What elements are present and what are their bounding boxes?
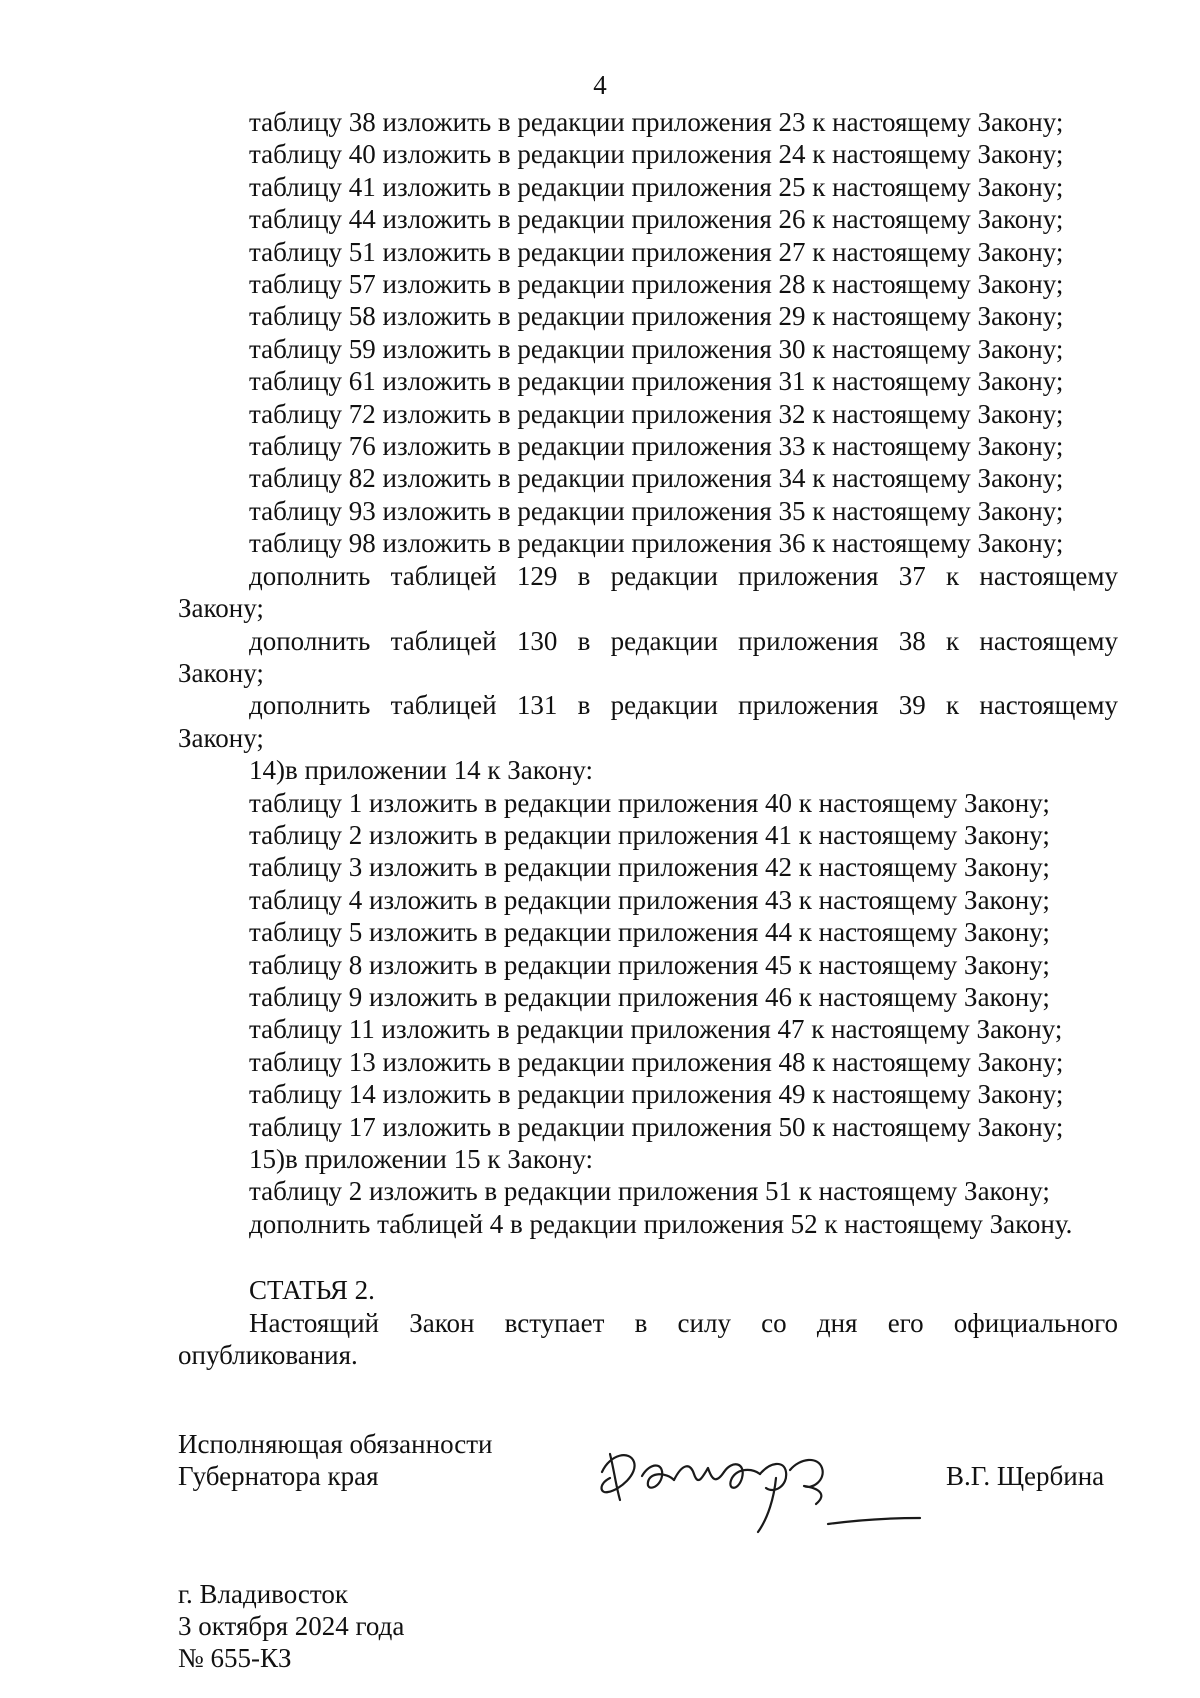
item-15-heading: 15)в приложении 15 к Закону: xyxy=(249,1144,594,1174)
handwritten-signature xyxy=(590,1432,930,1542)
supplement-line: дополнить таблицей 131 в редакции приложения 39 к настоящему xyxy=(249,690,1118,721)
amendment-line: таблицу 72 изложить в редакции приложения 32 к настоящему Закону; xyxy=(249,398,1064,429)
supplement-paragraph xyxy=(178,625,1118,690)
amendment-line: таблицу 8 изложить в редакции приложения 45 к настоящему Закону; xyxy=(249,949,1050,980)
document-footer xyxy=(178,1578,404,1674)
table-amendments-list-3 xyxy=(178,1175,1118,1240)
place-of-signing: г. Владивосток xyxy=(178,1579,348,1609)
amendment-line: таблицу 61 изложить в редакции приложения 31 к настоящему Закону; xyxy=(249,366,1064,397)
amendment-line: таблицу 82 изложить в редакции приложения 34 к настоящему Закону; xyxy=(249,463,1064,494)
amendment-line: таблицу 38 изложить в редакции приложения 23 к настоящему Закону; xyxy=(249,107,1064,137)
amendment-line: таблицу 51 изложить в редакции приложения 27 к настоящему Закону; xyxy=(249,236,1064,267)
amendment-line: таблицу 5 изложить в редакции приложения 44 к настоящему Закону; xyxy=(249,917,1050,948)
law-number: № 655-КЗ xyxy=(178,1643,292,1673)
amendment-line: таблицу 13 изложить в редакции приложения 48 к настоящему Закону; xyxy=(249,1046,1064,1077)
item-14-heading: 14)в приложении 14 к Закону: xyxy=(249,755,594,786)
amendment-line: таблицу 40 изложить в редакции приложения 24 к настоящему Закону; xyxy=(249,139,1064,170)
amendment-line: таблицу 57 изложить в редакции приложения 28 к настоящему Закону; xyxy=(249,269,1064,300)
supplement-continuation: Закону; xyxy=(178,657,264,688)
table-amendments-list-1 xyxy=(178,106,1118,560)
supplement-line: дополнить таблицей 129 в редакции приложения 37 к настоящему xyxy=(249,560,1118,591)
amendment-line: таблицу 3 изложить в редакции приложения 42 к настоящему Закону; xyxy=(249,852,1050,883)
amendment-line: таблицу 98 изложить в редакции приложения 36 к настоящему Закону; xyxy=(249,528,1064,559)
amendment-line: таблицу 14 изложить в редакции приложения 49 к настоящему Закону; xyxy=(249,1079,1064,1110)
article-2-paragraph xyxy=(178,1307,1118,1372)
amendment-line: таблицу 9 изложить в редакции приложения 46 к настоящему Закону; xyxy=(249,981,1050,1012)
amendment-line: таблицу 58 изложить в редакции приложения 29 к настоящему Закону; xyxy=(249,301,1064,332)
signatory-position-line: Губернатора края xyxy=(178,1461,379,1491)
signatory-position xyxy=(178,1428,492,1492)
supplement-line: дополнить таблицей 130 в редакции приложения 38 к настоящему xyxy=(249,625,1118,656)
article-2-text: Настоящий Закон вступает в силу со дня его официального xyxy=(249,1307,1118,1338)
page-number: 4 xyxy=(593,70,607,100)
amendment-line: дополнить таблицей 4 в редакции приложения 52 к настоящему Закону. xyxy=(249,1208,1073,1239)
amendment-line: таблицу 2 изложить в редакции приложения 51 к настоящему Закону; xyxy=(249,1176,1050,1207)
amendment-line: таблицу 76 изложить в редакции приложения 33 к настоящему Закону; xyxy=(249,431,1064,462)
supplement-continuation: Закону; xyxy=(178,593,264,624)
amendment-line: таблицу 17 изложить в редакции приложения 50 к настоящему Закону; xyxy=(249,1111,1064,1142)
paragraph-gap xyxy=(178,1240,1118,1274)
supplement-continuation: Закону; xyxy=(178,722,264,753)
supplement-paragraph xyxy=(178,560,1118,625)
table-amendments-list-2 xyxy=(178,787,1118,1143)
amendment-line: таблицу 2 изложить в редакции приложения 41 к настоящему Закону; xyxy=(249,819,1050,850)
article-2-heading: СТАТЬЯ 2. xyxy=(249,1275,375,1306)
signatory-name: В.Г. Щербина xyxy=(946,1461,1105,1491)
amendment-line: таблицу 1 изложить в редакции приложения 40 к настоящему Закону; xyxy=(249,787,1050,818)
article-2-text-continuation: опубликования. xyxy=(178,1340,358,1371)
amendment-line: таблицу 59 изложить в редакции приложения 30 к настоящему Закону; xyxy=(249,333,1064,364)
amendment-line: таблицу 11 изложить в редакции приложения 47 к настоящему Закону; xyxy=(249,1014,1063,1045)
amendment-line: таблицу 4 изложить в редакции приложения 43 к настоящему Закону; xyxy=(249,884,1050,915)
supplement-paragraph xyxy=(178,689,1118,754)
document-body xyxy=(178,106,1118,1371)
amendment-line: таблицу 41 изложить в редакции приложения 25 к настоящему Закону; xyxy=(249,171,1064,202)
signatory-position-line: Исполняющая обязанности xyxy=(178,1429,493,1459)
signing-date: 3 октября 2024 года xyxy=(178,1611,405,1641)
amendment-line: таблицу 93 изложить в редакции приложения 35 к настоящему Закону; xyxy=(249,495,1064,526)
amendment-line: таблицу 44 изложить в редакции приложения 26 к настоящему Закону; xyxy=(249,204,1064,235)
